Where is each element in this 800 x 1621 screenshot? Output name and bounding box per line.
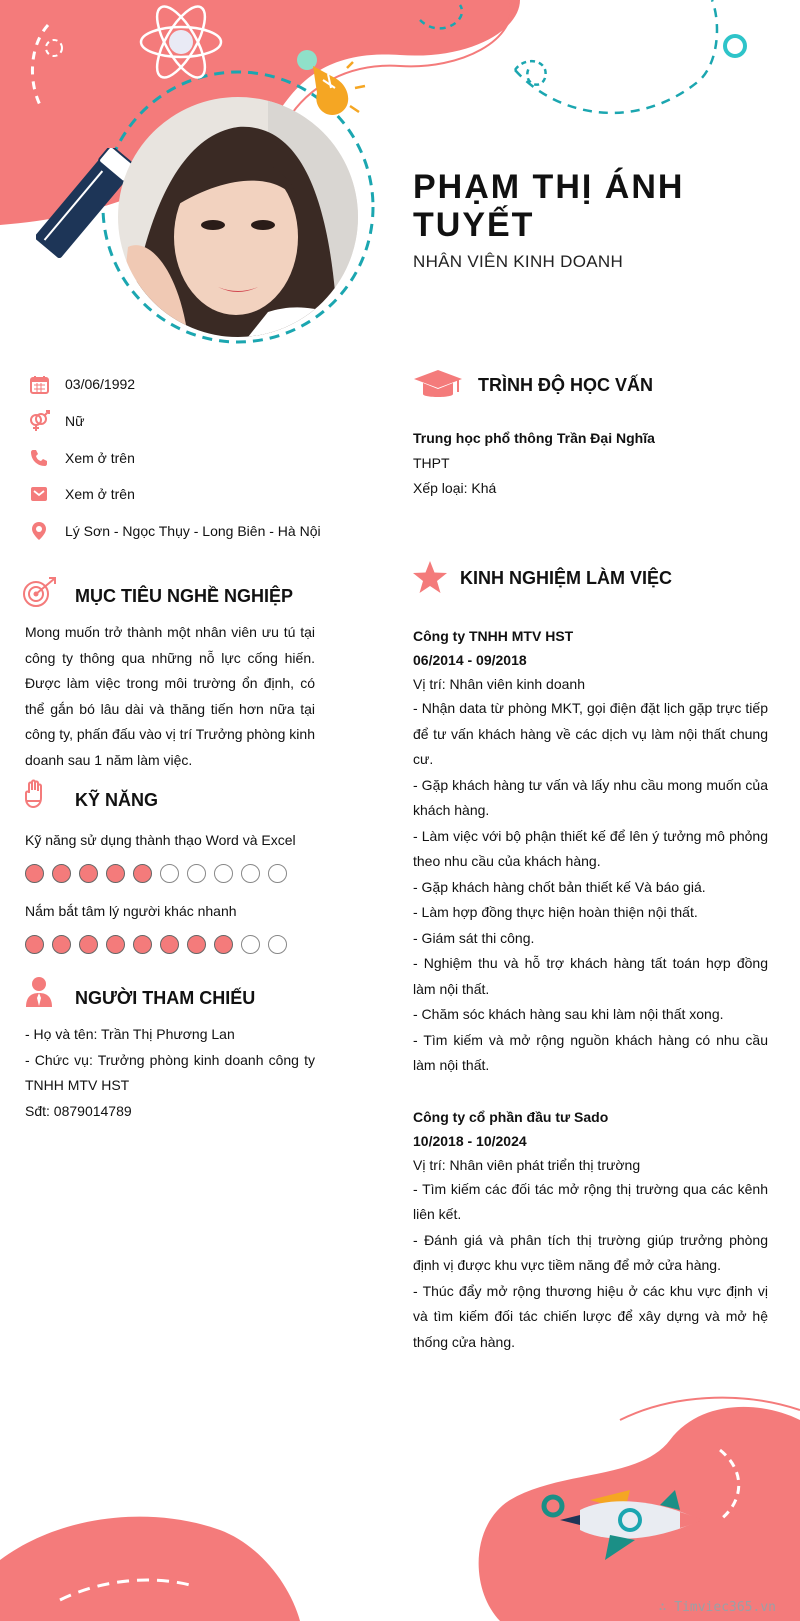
skill-label: Kỹ năng sử dụng thành thạo Word và Excel <box>25 832 296 848</box>
rating-dot-filled <box>52 864 71 883</box>
job-duty: - Thúc đẩy mở rộng thương hiệu ở các khu vực định vị và tìm kiếm đối tác chiến lược để xây dựng và mở hệ thống cửa hàng. <box>413 1282 768 1350</box>
job-duty: - Làm việc với bộ phận thiết kế để lên ý tưởng mô phỏng theo nhu cầu của khách hàng. <box>413 827 768 869</box>
phone-row <box>28 446 135 470</box>
rating-dot-empty <box>187 864 206 883</box>
job-position: Vị trí: Nhân viên phát triển thị trường <box>413 1156 641 1173</box>
phone-icon <box>28 447 50 469</box>
job-duty: - Nghiệm thu và hỗ trợ khách hàng tất toán hợp đồng làm nội thất. <box>413 955 768 997</box>
job-duty: - Tìm kiếm các đối tác mở rộng thị trường qua các kênh liên kết. <box>413 1180 768 1222</box>
rating-dot-filled <box>79 864 98 883</box>
job-period: 10/2018 - 10/2024 <box>413 1132 527 1149</box>
job-title: NHÂN VIÊN KINH DOANH <box>413 252 624 271</box>
skills-title: KỸ NĂNG <box>75 790 159 810</box>
candidate-name: PHẠM THỊ ÁNH TUYẾT <box>413 168 685 244</box>
location-icon <box>28 520 50 542</box>
company-name: Công ty TNHH MTV HST <box>413 628 574 644</box>
rating-dot-empty <box>160 864 179 883</box>
job-duty: - Chăm sóc khách hàng sau khi làm nội thất xong. <box>413 1006 724 1022</box>
rating-dot-filled <box>25 864 44 883</box>
rating-dot-filled <box>214 935 233 954</box>
rating-dot-filled <box>133 864 152 883</box>
dob-value: 03/06/1992 <box>65 376 136 392</box>
graduation-cap-icon <box>412 368 464 407</box>
rating-dot-empty <box>214 864 233 883</box>
rocket-icon <box>540 1480 730 1590</box>
dob-row <box>28 372 136 396</box>
job-duty: - Đánh giá và phân tích thị trường giúp trưởng phòng định vị được khu vực tiềm năng để mở cửa hàng. <box>413 1231 768 1273</box>
education-level: THPT <box>413 455 450 471</box>
skill-rating <box>25 935 287 954</box>
rating-dot-filled <box>133 935 152 954</box>
job-period: 06/2014 - 09/2018 <box>413 652 527 668</box>
hand-icon <box>24 779 48 814</box>
skill-rating <box>25 864 287 883</box>
lightbulb-icon <box>295 48 375 118</box>
calendar-icon <box>28 373 50 395</box>
rating-dot-filled <box>106 864 125 883</box>
rating-dot-empty <box>241 864 260 883</box>
skill-label: Nắm bắt tâm lý người khác nhanh <box>25 903 237 919</box>
job-duty: - Gặp khách hàng chốt bản thiết kế Và báo giá. <box>413 878 706 895</box>
job-position: Vị trí: Nhân viên kinh doanh <box>413 676 585 692</box>
education-title: TRÌNH ĐỘ HỌC VẤN <box>478 375 653 395</box>
address-row <box>28 519 321 543</box>
objective-text: Mong muốn trở thành một nhân viên ưu tú tại công ty thông qua những nỗ lực cống hiến. Được làm việc trong môi trường ổn định, có thể gắn bó lâu dài và thăng tiến hơn nữa tại công ty, phấn đấu vào vị trí Trưởng phòng kinh doanh sau 1 năm làm việc. <box>25 624 315 768</box>
profile-photo <box>118 97 358 337</box>
email-icon <box>28 483 50 505</box>
gender-value: Nữ <box>65 413 85 429</box>
gender-row <box>28 409 85 433</box>
education-block <box>413 426 773 501</box>
person-icon <box>25 976 53 1013</box>
address-value: Lý Sơn - Ngọc Thụy - Long Biên - Hà Nội <box>65 523 321 539</box>
atom-icon <box>138 4 224 84</box>
references-list <box>25 1022 315 1124</box>
rating-dot-filled <box>52 935 71 954</box>
watermark: ∴ Timviec365.vn <box>658 1600 776 1615</box>
job-duty: - Làm hợp đồng thực hiện hoàn thiện nội thất. <box>413 904 698 920</box>
target-icon <box>22 576 58 613</box>
rating-dot-filled <box>187 935 206 954</box>
email-value: Xem ở trên <box>65 486 135 502</box>
rating-dot-empty <box>268 864 287 883</box>
rating-dot-filled <box>160 935 179 954</box>
rating-dot-filled <box>79 935 98 954</box>
experience-list <box>413 624 768 1355</box>
objective-title: MỤC TIÊU NGHỀ NGHIỆP <box>75 586 294 606</box>
reference-line: Sđt: 0879014789 <box>25 1102 132 1119</box>
job-duty: - Nhận data từ phòng MKT, gọi điện đặt lịch gặp trực tiếp để tư vấn khách hàng về các dịch vụ làm nội thất chung cư. <box>413 700 768 767</box>
rating-dot-filled <box>25 935 44 954</box>
rating-dot-filled <box>106 935 125 954</box>
education-grade: Xếp loại: Khá <box>413 480 497 496</box>
phone-value: Xem ở trên <box>65 450 135 466</box>
star-icon <box>412 560 448 599</box>
email-row <box>28 482 135 506</box>
experience-title: KINH NGHIỆM LÀM VIỆC <box>460 568 673 588</box>
gender-icon <box>28 410 50 432</box>
job-duty: - Giám sát thi công. <box>413 929 535 946</box>
rating-dot-empty <box>241 935 260 954</box>
rating-dot-empty <box>268 935 287 954</box>
company-name: Công ty cổ phần đầu tư Sado <box>413 1108 609 1125</box>
reference-line: - Họ và tên: Trần Thị Phương Lan <box>25 1026 235 1042</box>
school-name: Trung học phổ thông Trần Đại Nghĩa <box>413 430 655 446</box>
job-duty: - Tìm kiếm và mở rộng nguồn khách hàng có nhu cầu làm nội thất. <box>413 1031 768 1073</box>
reference-line: - Chức vụ: Trưởng phòng kinh doanh công ty TNHH MTV HST <box>25 1051 315 1093</box>
references-title: NGƯỜI THAM CHIẾU <box>75 988 256 1008</box>
job-duty: - Gặp khách hàng tư vấn và lấy nhu cầu mong muốn của khách hàng. <box>413 776 768 818</box>
